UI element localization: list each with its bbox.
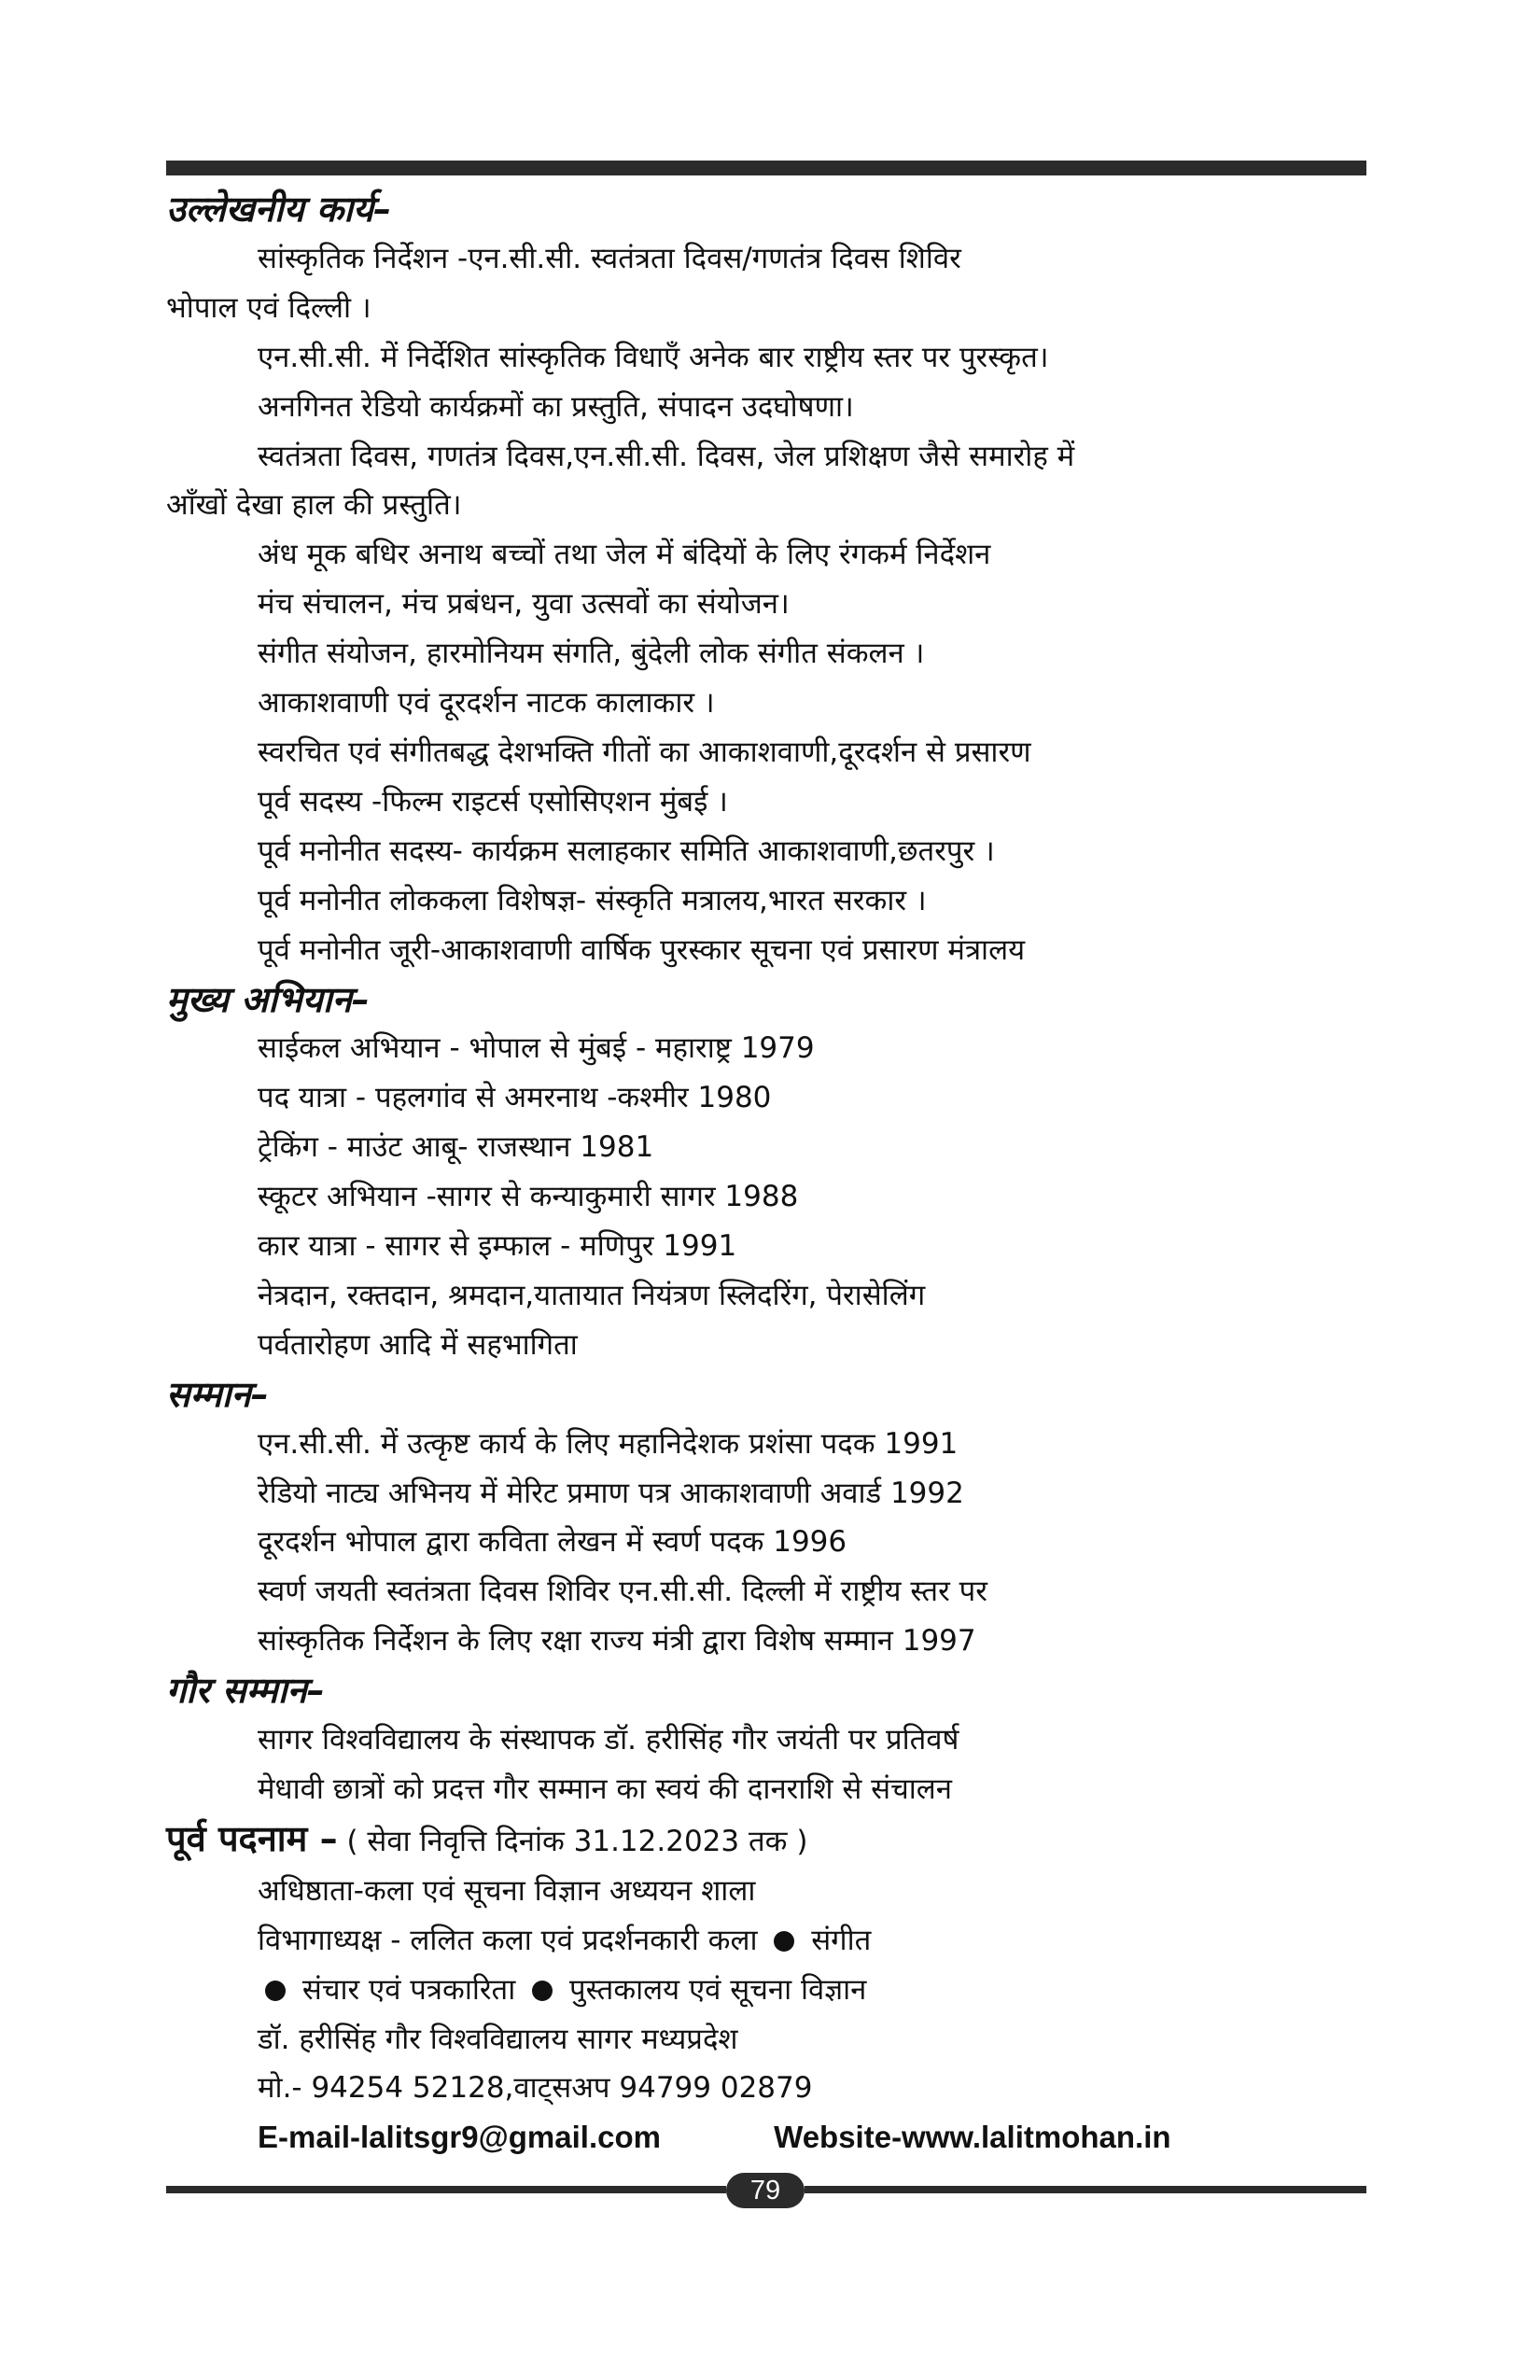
text-line: मंच संचालन, मंच प्रबंधन, युवा उत्सवों का संयोजन। (258, 587, 790, 622)
text-line: कार यात्रा - सागर से इम्फाल - मणिपुर 1991 (258, 1229, 737, 1264)
text-line: पूर्व सदस्य -फिल्म राइटर्स एसोसिएशन मुंबई । (258, 784, 728, 819)
text-line: अधिष्ठाता-कला एवं सूचना विज्ञान अध्ययन शाला (258, 1873, 756, 1908)
text-line: स्वर्ण जयती स्वतंत्रता दिवस शिविर एन.सी.सी. दिल्ली में राष्ट्रीय स्तर पर (258, 1575, 987, 1609)
retirement-note: ( सेवा निवृत्ति दिनांक 31.12.2023 तक ) (346, 1824, 808, 1858)
text-line-with-bullet (166, 1916, 1370, 1966)
text-line: सांस्कृतिक निर्देशन के लिए रक्षा राज्य मंत्री द्वारा विशेष सम्मान 1997 (258, 1624, 976, 1659)
text-line: पूर्व मनोनीत जूरी-आकाशवाणी वार्षिक पुरस्कार सूचना एवं प्रसारण मंत्रालय (258, 932, 1026, 967)
heading-former-designation: पूर्व पदनाम – (166, 1817, 338, 1859)
text-segment: संगीत (811, 1923, 872, 1957)
text-line: एन.सी.सी. में निर्देशित सांस्कृतिक विधाएँ अनेक बार राष्ट्रीय स्तर पर पुरस्कृत। (258, 340, 1049, 374)
page-content (166, 185, 1370, 2163)
bullet-icon (774, 1931, 794, 1952)
contact-row (166, 2113, 1370, 2163)
phone-line: मो.- 94254 52128,वाट्सअप 94799 02879 (258, 2071, 813, 2106)
text-line: पर्वतारोहण आदि में सहभागिता (258, 1327, 578, 1362)
footer-rule-left (166, 2186, 726, 2193)
email-text: E-mail-lalitsgr9@gmail.com (258, 2120, 661, 2155)
text-segment: विभागाध्यक्ष - ललित कला एवं प्रदर्शनकारी कला (258, 1923, 758, 1957)
text-line: एन.सी.सी. में उत्कृष्ट कार्य के लिए महानिदेशक प्रशंसा पदक 1991 (258, 1426, 959, 1461)
footer-rule-right (805, 2186, 1366, 2193)
heading-honours: सम्मान– (166, 1373, 269, 1415)
text-line: डॉ. हरीसिंह गौर विश्वविद्यालय सागर मध्यप्रदेश (258, 2022, 738, 2056)
text-line: दूरदर्शन भोपाल द्वारा कविता लेखन में स्वर्ण पदक 1996 (258, 1525, 847, 1560)
text-line: मेधावी छात्रों को प्रदत्त गौर सम्मान का स्वयं की दानराशि से संचालन (258, 1772, 953, 1806)
text-line: ट्रेकिंग - माउंट आबू- राजस्थान 1981 (258, 1130, 654, 1165)
bullet-icon (265, 1981, 286, 2001)
text-line: संगीत संयोजन, हारमोनियम संगति, बुंदेली लोक संगीत संकलन । (258, 637, 925, 671)
text-line: अंध मूक बधिर अनाथ बच्चों तथा जेल में बंदियों के लिए रंगकर्म निर्देशन (258, 538, 991, 572)
text-line: स्वरचित एवं संगीतबद्ध देशभक्ति गीतों का आकाशवाणी,दूरदर्शन से प्रसारण (258, 735, 1031, 769)
heading-notable-works: उल्लेखनीय कार्य– (166, 189, 392, 230)
text-segment: पुस्तकालय एवं सूचना विज्ञान (568, 1972, 867, 2007)
text-line: स्वतंत्रता दिवस, गणतंत्र दिवस,एन.सी.सी. दिवस, जेल प्रशिक्षण जैसे समारोह में (258, 439, 1075, 473)
text-segment: संचार एवं पत्रकारिता (301, 1972, 516, 2007)
text-line-with-bullets (166, 1966, 1370, 2015)
top-rule (166, 161, 1366, 175)
text-line: आँखों देखा हाल की प्रस्तुति। (166, 488, 462, 523)
text-line: स्कूटर अभियान -सागर से कन्याकुमारी सागर 1988 (258, 1180, 799, 1214)
bullet-icon (532, 1981, 553, 2001)
page-number: 79 (726, 2173, 805, 2208)
website-text: Website-www.lalitmohan.in (774, 2120, 1171, 2155)
heading-main-campaigns: मुख्य अभियान– (166, 978, 370, 1020)
text-line: सागर विश्वविद्यालय के संस्थापक डॉ. हरीसिंह गौर जयंती पर प्रतिवर्ष (258, 1723, 959, 1757)
text-line: पूर्व मनोनीत लोककला विशेषज्ञ- संस्कृति मत्रालय,भारत सरकार । (258, 883, 927, 917)
text-line: सांस्कृतिक निर्देशन -एन.सी.सी. स्वतंत्रता दिवस/गणतंत्र दिवस शिविर (258, 241, 961, 275)
text-line: आकाशवाणी एवं दूरदर्शन नाटक कालाकार । (258, 686, 715, 721)
text-line: साईकल अभियान - भोपाल से मुंबई - महाराष्ट्र 1979 (258, 1031, 815, 1066)
text-line: पूर्व मनोनीत सदस्य- कार्यक्रम सलाहकार समिति आकाशवाणी,छतरपुर । (258, 833, 995, 868)
text-line: नेत्रदान, रक्तदान, श्रमदान,यातायात नियंत्रण स्लिदरिंग, पेरासेलिंग (258, 1278, 926, 1312)
text-line: पद यात्रा - पहलगांव से अमरनाथ -कश्मीर 1980 (258, 1081, 772, 1115)
former-designation-row (166, 1814, 1370, 1867)
text-line: अनगिनत रेडियो कार्यक्रमों का प्रस्तुति, संपादन उदघोषणा। (258, 389, 854, 424)
text-line: भोपाल एवं दिल्ली । (166, 290, 371, 325)
text-line: रेडियो नाट्य अभिनय में मेरिट प्रमाण पत्र आकाशवाणी अवार्ड 1992 (258, 1476, 964, 1510)
heading-gour-honour: गौर सम्मान– (166, 1670, 325, 1712)
